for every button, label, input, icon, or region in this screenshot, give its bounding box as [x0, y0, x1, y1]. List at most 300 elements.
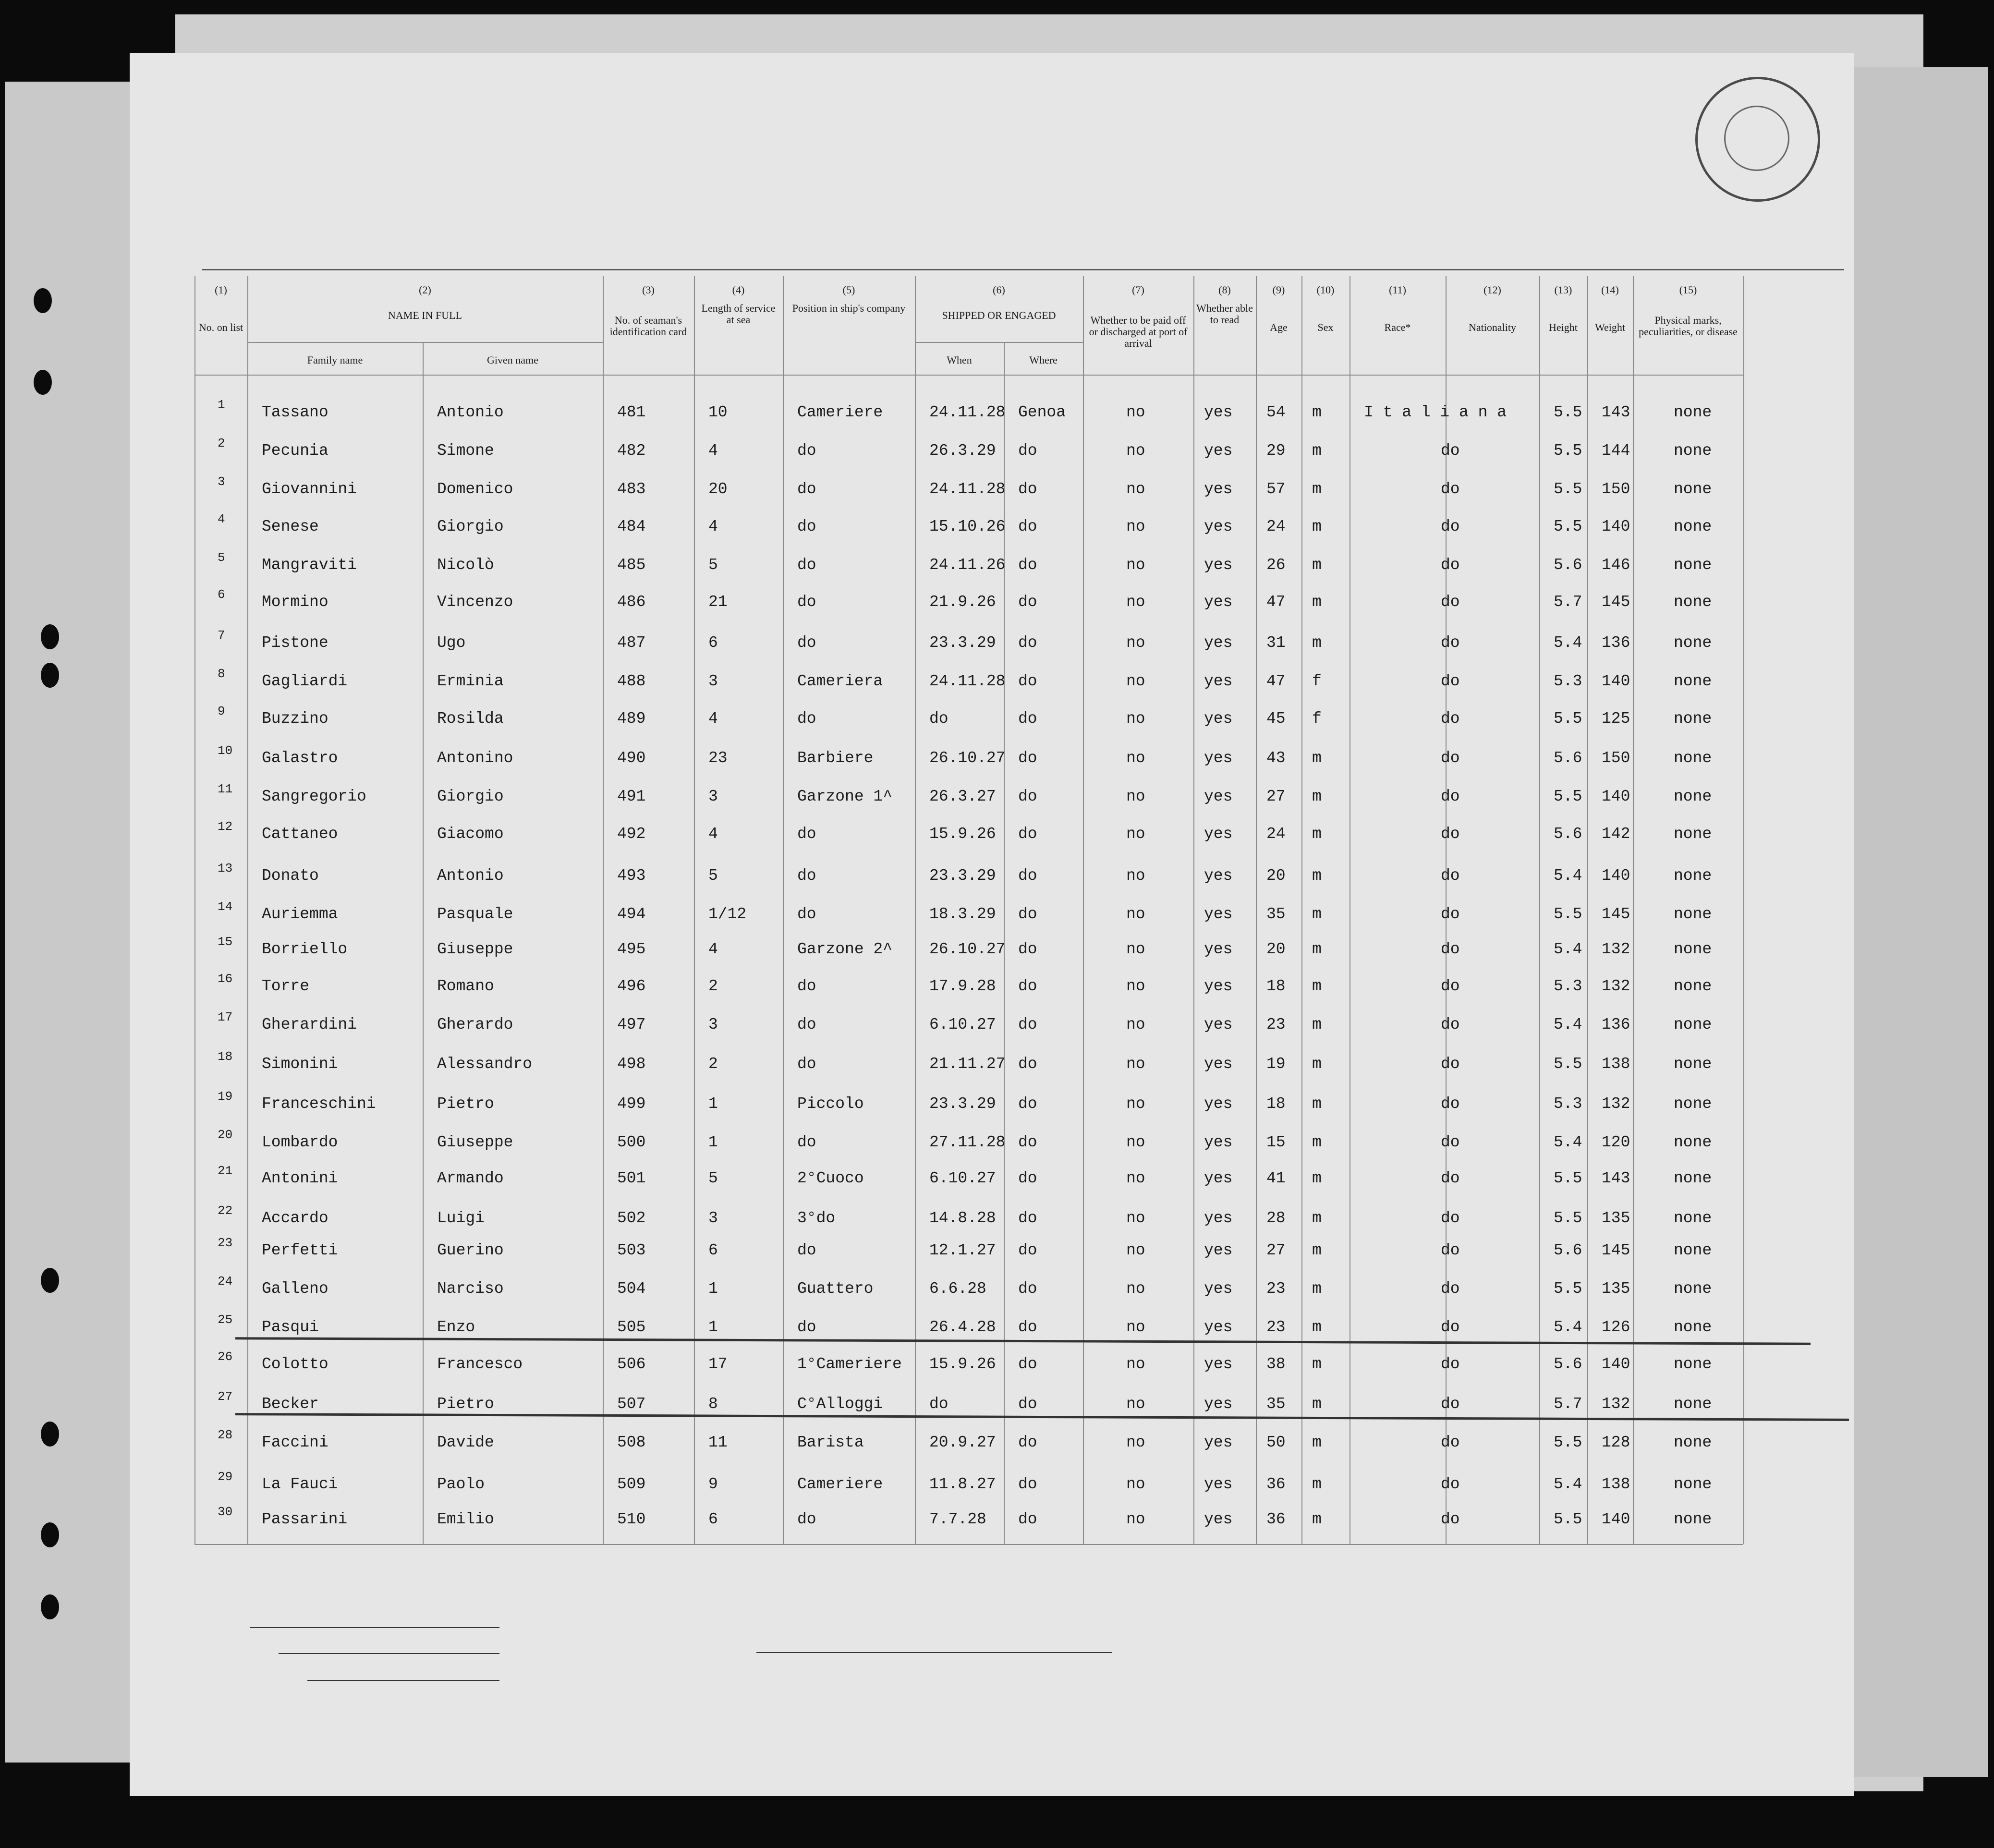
- cell-card: 498: [617, 1055, 646, 1073]
- cell-marks: none: [1674, 1318, 1712, 1336]
- cell-given: Simone: [437, 442, 494, 460]
- cell-card: 500: [617, 1133, 646, 1151]
- cell-card: 509: [617, 1475, 646, 1493]
- cell-read: yes: [1204, 1095, 1233, 1113]
- cell-position: 1°Cameriere: [797, 1355, 902, 1373]
- cell-marks: none: [1674, 1055, 1712, 1073]
- cell-service: 4: [708, 940, 718, 958]
- cell-card: 495: [617, 940, 646, 958]
- cell-age: 54: [1266, 403, 1286, 421]
- cell-no: 4: [218, 512, 225, 526]
- cell-card: 485: [617, 556, 646, 574]
- cell-race: do: [1441, 940, 1460, 958]
- cell-position: do: [797, 905, 816, 923]
- cell-position: do: [797, 1510, 816, 1528]
- cell-marks: none: [1674, 1016, 1712, 1033]
- cell-family: Mangraviti: [262, 556, 357, 574]
- cell-card: 486: [617, 593, 646, 611]
- cell-weight: 132: [1602, 1095, 1630, 1113]
- cell-card: 491: [617, 788, 646, 805]
- cell-height: 5.5: [1554, 1434, 1582, 1451]
- cell-where: do: [1018, 1475, 1037, 1493]
- cell-service: 1: [708, 1318, 718, 1336]
- cell-position: do: [797, 518, 816, 535]
- cell-marks: none: [1674, 556, 1712, 574]
- cell-no: 16: [218, 972, 233, 986]
- column-rule: [1633, 276, 1634, 1544]
- cell-paid: no: [1126, 1095, 1145, 1113]
- cell-given: Armando: [437, 1169, 504, 1187]
- cell-sex: m: [1312, 867, 1322, 885]
- cell-family: Simonini: [262, 1055, 338, 1073]
- cell-card: 501: [617, 1169, 646, 1187]
- cell-race: do: [1441, 905, 1460, 923]
- cell-race: do: [1441, 1095, 1460, 1113]
- cell-marks: none: [1674, 749, 1712, 767]
- cell-where: do: [1018, 480, 1037, 498]
- cell-age: 28: [1266, 1209, 1286, 1227]
- cell-age: 24: [1266, 518, 1286, 535]
- cell-where: do: [1018, 940, 1037, 958]
- cell-weight: 132: [1602, 1395, 1630, 1413]
- cell-weight: 128: [1602, 1434, 1630, 1451]
- cell-age: 36: [1266, 1510, 1286, 1528]
- cell-service: 10: [708, 403, 728, 421]
- cell-sex: m: [1312, 1016, 1322, 1033]
- cell-card: 494: [617, 905, 646, 923]
- cell-sex: f: [1312, 672, 1322, 690]
- cell-sex: m: [1312, 480, 1322, 498]
- cell-read: yes: [1204, 1355, 1233, 1373]
- cell-where: do: [1018, 825, 1037, 843]
- binder-hole: [34, 288, 52, 313]
- cell-paid: no: [1126, 634, 1145, 652]
- cell-age: 20: [1266, 940, 1286, 958]
- column-number: (12): [1483, 284, 1501, 296]
- column-header: Position in ship's company: [792, 302, 906, 314]
- cell-paid: no: [1126, 1133, 1145, 1151]
- cell-given: Giacomo: [437, 825, 504, 843]
- cell-age: 35: [1266, 905, 1286, 923]
- cell-no: 11: [218, 782, 233, 796]
- cell-position: do: [797, 977, 816, 995]
- cell-position: Barbiere: [797, 749, 874, 767]
- cell-card: 497: [617, 1016, 646, 1033]
- column-header: No. on list: [198, 321, 243, 333]
- cell-position: do: [797, 442, 816, 460]
- cell-read: yes: [1204, 1395, 1233, 1413]
- cell-where: do: [1018, 1133, 1037, 1151]
- cell-age: 31: [1266, 634, 1286, 652]
- cell-height: 5.3: [1554, 672, 1582, 690]
- column-header: No. of seaman's identification card: [609, 314, 687, 338]
- cell-sex: m: [1312, 1241, 1322, 1259]
- cell-no: 9: [218, 704, 225, 718]
- cell-marks: none: [1674, 905, 1712, 923]
- cell-where: do: [1018, 518, 1037, 535]
- column-rule: [1301, 276, 1302, 1544]
- cell-when: 15.10.26: [929, 518, 1006, 535]
- cell-read: yes: [1204, 867, 1233, 885]
- cell-position: 3°do: [797, 1209, 836, 1227]
- cell-weight: 135: [1602, 1280, 1630, 1298]
- cell-paid: no: [1126, 867, 1145, 885]
- cell-given: Giorgio: [437, 518, 504, 535]
- cell-race: do: [1441, 1395, 1460, 1413]
- cell-read: yes: [1204, 593, 1233, 611]
- cell-given: Giorgio: [437, 788, 504, 805]
- cell-when: 7.7.28: [929, 1510, 986, 1528]
- inspector-signature-line: [756, 1652, 1112, 1653]
- cell-service: 6: [708, 1510, 718, 1528]
- cell-marks: none: [1674, 442, 1712, 460]
- cell-service: 23: [708, 749, 728, 767]
- cell-read: yes: [1204, 1280, 1233, 1298]
- cell-read: yes: [1204, 749, 1233, 767]
- cell-marks: none: [1674, 1241, 1712, 1259]
- cell-when: 18.3.29: [929, 905, 996, 923]
- cell-given: Narciso: [437, 1280, 504, 1298]
- cell-position: Garzone 2^: [797, 940, 893, 958]
- cell-no: 27: [218, 1389, 233, 1404]
- cell-weight: 132: [1602, 977, 1630, 995]
- cell-read: yes: [1204, 788, 1233, 805]
- cell-marks: none: [1674, 403, 1712, 421]
- cell-given: Paolo: [437, 1475, 485, 1493]
- binder-hole: [41, 1522, 59, 1547]
- column-number: (1): [215, 284, 227, 296]
- cell-weight: 135: [1602, 1209, 1630, 1227]
- cell-paid: no: [1126, 1395, 1145, 1413]
- column-rule: [783, 276, 784, 1544]
- cell-card: 492: [617, 825, 646, 843]
- cell-family: Borriello: [262, 940, 348, 958]
- column-header: Race*: [1384, 321, 1411, 333]
- cell-race: do: [1441, 1241, 1460, 1259]
- cell-position: do: [797, 1133, 816, 1151]
- cell-position: 2°Cuoco: [797, 1169, 864, 1187]
- cell-family: Lombardo: [262, 1133, 338, 1151]
- cell-where: do: [1018, 1169, 1037, 1187]
- cell-no: 2: [218, 436, 225, 450]
- binder-hole: [41, 1594, 59, 1619]
- cell-no: 30: [218, 1505, 233, 1519]
- cell-read: yes: [1204, 1209, 1233, 1227]
- cell-paid: no: [1126, 1475, 1145, 1493]
- cell-marks: none: [1674, 1510, 1712, 1528]
- header-rule: [195, 375, 1743, 376]
- cell-where: do: [1018, 1280, 1037, 1298]
- cell-family: Senese: [262, 518, 319, 535]
- cell-where: do: [1018, 1318, 1037, 1336]
- cell-card: 481: [617, 403, 646, 421]
- cell-weight: 138: [1602, 1055, 1630, 1073]
- cell-given: Nicolò: [437, 556, 494, 574]
- cell-given: Gherardo: [437, 1016, 513, 1033]
- cell-paid: no: [1126, 977, 1145, 995]
- cell-height: 5.5: [1554, 480, 1582, 498]
- cell-height: 5.5: [1554, 905, 1582, 923]
- cell-no: 21: [218, 1164, 233, 1178]
- cell-when: 6.10.27: [929, 1169, 996, 1187]
- cell-no: 28: [218, 1428, 233, 1442]
- cell-position: Cameriere: [797, 1475, 883, 1493]
- cell-when: 23.3.29: [929, 1095, 996, 1113]
- cell-race: do: [1441, 1355, 1460, 1373]
- cell-sex: m: [1312, 1434, 1322, 1451]
- cell-paid: no: [1126, 593, 1145, 611]
- cell-card: 483: [617, 480, 646, 498]
- cell-age: 29: [1266, 442, 1286, 460]
- column-rule: [1256, 276, 1257, 1544]
- cell-sex: m: [1312, 1510, 1322, 1528]
- cell-read: yes: [1204, 825, 1233, 843]
- cell-where: do: [1018, 593, 1037, 611]
- cell-no: 7: [218, 628, 225, 643]
- cell-where: do: [1018, 1016, 1037, 1033]
- cell-position: do: [797, 1016, 816, 1033]
- cell-given: Antonio: [437, 867, 504, 885]
- cell-where: do: [1018, 1241, 1037, 1259]
- cell-family: Accardo: [262, 1209, 328, 1227]
- cell-paid: no: [1126, 1169, 1145, 1187]
- cell-where: do: [1018, 905, 1037, 923]
- cell-service: 17: [708, 1355, 728, 1373]
- cell-card: 504: [617, 1280, 646, 1298]
- line-field: [250, 1627, 499, 1628]
- cell-no: 3: [218, 474, 225, 489]
- cell-height: 5.6: [1554, 1241, 1582, 1259]
- right-underlying-sheet: [1844, 67, 1988, 1777]
- cell-height: 5.5: [1554, 1510, 1582, 1528]
- cell-position: do: [797, 593, 816, 611]
- column-header: Age: [1270, 321, 1288, 333]
- cell-sex: m: [1312, 1095, 1322, 1113]
- cell-no: 18: [218, 1049, 233, 1064]
- column-rule: [915, 276, 916, 1544]
- column-rule: [1743, 276, 1744, 1544]
- cell-when: 21.9.26: [929, 593, 996, 611]
- cell-where: do: [1018, 556, 1037, 574]
- cell-when: 26.3.27: [929, 788, 996, 805]
- cell-height: 5.5: [1554, 442, 1582, 460]
- cell-given: Pietro: [437, 1395, 494, 1413]
- cell-age: 57: [1266, 480, 1286, 498]
- cell-family: La Fauci: [262, 1475, 338, 1493]
- cell-given: Ugo: [437, 634, 466, 652]
- cell-read: yes: [1204, 1016, 1233, 1033]
- cell-age: 41: [1266, 1169, 1286, 1187]
- cell-family: Pecunia: [262, 442, 328, 460]
- cell-where: do: [1018, 710, 1037, 728]
- cell-sex: m: [1312, 1395, 1322, 1413]
- cell-service: 3: [708, 672, 718, 690]
- cell-marks: none: [1674, 1434, 1712, 1451]
- cell-service: 20: [708, 480, 728, 498]
- cell-when: do: [929, 710, 948, 728]
- cell-sex: m: [1312, 1209, 1322, 1227]
- cell-age: 35: [1266, 1395, 1286, 1413]
- column-number: (9): [1272, 284, 1285, 296]
- cell-age: 27: [1266, 1241, 1286, 1259]
- cell-race: do: [1441, 1434, 1460, 1451]
- column-rule: [247, 276, 248, 1544]
- cell-given: Vincenzo: [437, 593, 513, 611]
- cell-when: 14.8.28: [929, 1209, 996, 1227]
- cell-race: do: [1441, 825, 1460, 843]
- cell-service: 3: [708, 1209, 718, 1227]
- cell-age: 18: [1266, 977, 1286, 995]
- cell-weight: 142: [1602, 825, 1630, 843]
- cell-family: Auriemma: [262, 905, 338, 923]
- cell-height: 5.4: [1554, 1475, 1582, 1493]
- cell-height: 5.5: [1554, 710, 1582, 728]
- cell-paid: no: [1126, 1055, 1145, 1073]
- cell-sex: m: [1312, 1133, 1322, 1151]
- cell-paid: no: [1126, 1355, 1145, 1373]
- cell-service: 2: [708, 977, 718, 995]
- cell-age: 19: [1266, 1055, 1286, 1073]
- cell-age: 18: [1266, 1095, 1286, 1113]
- cell-weight: 150: [1602, 480, 1630, 498]
- cell-age: 20: [1266, 867, 1286, 885]
- cell-when: 24.11.28: [929, 480, 1006, 498]
- cell-marks: none: [1674, 1395, 1712, 1413]
- cell-given: Antonino: [437, 749, 513, 767]
- cell-family: Pasqui: [262, 1318, 319, 1336]
- cell-weight: 145: [1602, 593, 1630, 611]
- cell-weight: 136: [1602, 1016, 1630, 1033]
- column-number: (11): [1389, 284, 1406, 296]
- cell-family: Buzzino: [262, 710, 328, 728]
- cell-card: 488: [617, 672, 646, 690]
- cell-position: Piccolo: [797, 1095, 864, 1113]
- cell-marks: none: [1674, 867, 1712, 885]
- cell-service: 9: [708, 1475, 718, 1493]
- cell-read: yes: [1204, 710, 1233, 728]
- cell-read: yes: [1204, 403, 1233, 421]
- cell-age: 45: [1266, 710, 1286, 728]
- eagle-seal-icon: [1724, 106, 1789, 171]
- column-number: (4): [732, 284, 745, 296]
- cell-family: Colotto: [262, 1355, 328, 1373]
- cell-card: 507: [617, 1395, 646, 1413]
- agents-field: [307, 1680, 499, 1681]
- cell-weight: 143: [1602, 1169, 1630, 1187]
- cell-when: 15.9.26: [929, 825, 996, 843]
- cell-read: yes: [1204, 1318, 1233, 1336]
- cell-paid: no: [1126, 749, 1145, 767]
- cell-when: 23.3.29: [929, 867, 996, 885]
- cell-race: do: [1441, 1169, 1460, 1187]
- cell-sex: m: [1312, 403, 1322, 421]
- cell-height: 5.4: [1554, 1318, 1582, 1336]
- cell-no: 13: [218, 861, 233, 875]
- cell-when: 24.11.26: [929, 556, 1006, 574]
- cell-no: 14: [218, 900, 233, 914]
- cell-marks: none: [1674, 1169, 1712, 1187]
- cell-marks: none: [1674, 634, 1712, 652]
- cell-family: Cattaneo: [262, 825, 338, 843]
- cell-marks: none: [1674, 977, 1712, 995]
- column-subheader: Family name: [307, 354, 363, 366]
- binder-hole: [41, 1422, 59, 1447]
- cell-given: Guerino: [437, 1241, 504, 1259]
- cell-card: 490: [617, 749, 646, 767]
- cell-read: yes: [1204, 672, 1233, 690]
- column-rule: [603, 276, 604, 1544]
- cell-age: 47: [1266, 593, 1286, 611]
- cell-age: 47: [1266, 672, 1286, 690]
- cell-no: 12: [218, 819, 233, 834]
- cell-when: 6.10.27: [929, 1016, 996, 1033]
- cell-no: 10: [218, 743, 233, 758]
- cell-weight: 145: [1602, 1241, 1630, 1259]
- cell-read: yes: [1204, 1241, 1233, 1259]
- cell-race: do: [1441, 1318, 1460, 1336]
- subheader-rule: [247, 342, 603, 343]
- cell-race: do: [1441, 1475, 1460, 1493]
- cell-height: 5.6: [1554, 749, 1582, 767]
- column-rule: [1539, 276, 1540, 1544]
- cell-when: 21.11.27: [929, 1055, 1006, 1073]
- cell-card: 503: [617, 1241, 646, 1259]
- column-header: Physical marks, peculiarities, or disease: [1639, 314, 1738, 338]
- cell-paid: no: [1126, 940, 1145, 958]
- cell-age: 15: [1266, 1133, 1286, 1151]
- cell-where: Genoa: [1018, 403, 1066, 421]
- cell-paid: no: [1126, 825, 1145, 843]
- cell-when: 24.11.28: [929, 672, 1006, 690]
- cell-height: 5.3: [1554, 977, 1582, 995]
- cell-position: Barista: [797, 1434, 864, 1451]
- cell-read: yes: [1204, 556, 1233, 574]
- cell-race: do: [1441, 1055, 1460, 1073]
- cell-when: 26.10.27: [929, 940, 1006, 958]
- cell-given: Enzo: [437, 1318, 475, 1336]
- cell-weight: 136: [1602, 634, 1630, 652]
- cell-paid: no: [1126, 905, 1145, 923]
- cell-height: 5.5: [1554, 403, 1582, 421]
- cell-where: do: [1018, 634, 1037, 652]
- cell-where: do: [1018, 788, 1037, 805]
- cell-weight: 138: [1602, 1475, 1630, 1493]
- cell-height: 5.3: [1554, 1095, 1582, 1113]
- cell-age: 36: [1266, 1475, 1286, 1493]
- cell-weight: 144: [1602, 442, 1630, 460]
- cell-height: 5.6: [1554, 1355, 1582, 1373]
- cell-height: 5.6: [1554, 556, 1582, 574]
- cell-marks: none: [1674, 1095, 1712, 1113]
- cell-paid: no: [1126, 1434, 1145, 1451]
- cell-service: 5: [708, 556, 718, 574]
- cell-height: 5.4: [1554, 940, 1582, 958]
- cell-race: do: [1441, 749, 1460, 767]
- cell-card: 484: [617, 518, 646, 535]
- column-rule: [1587, 276, 1588, 1544]
- cell-position: do: [797, 1241, 816, 1259]
- column-header: Height: [1549, 321, 1578, 333]
- cell-sex: m: [1312, 634, 1322, 652]
- cell-paid: no: [1126, 1318, 1145, 1336]
- cell-when: 6.6.28: [929, 1280, 986, 1298]
- cell-sex: m: [1312, 905, 1322, 923]
- cell-card: 506: [617, 1355, 646, 1373]
- cell-paid: no: [1126, 672, 1145, 690]
- cell-age: 23: [1266, 1016, 1286, 1033]
- cell-read: yes: [1204, 1169, 1233, 1187]
- cell-sex: m: [1312, 442, 1322, 460]
